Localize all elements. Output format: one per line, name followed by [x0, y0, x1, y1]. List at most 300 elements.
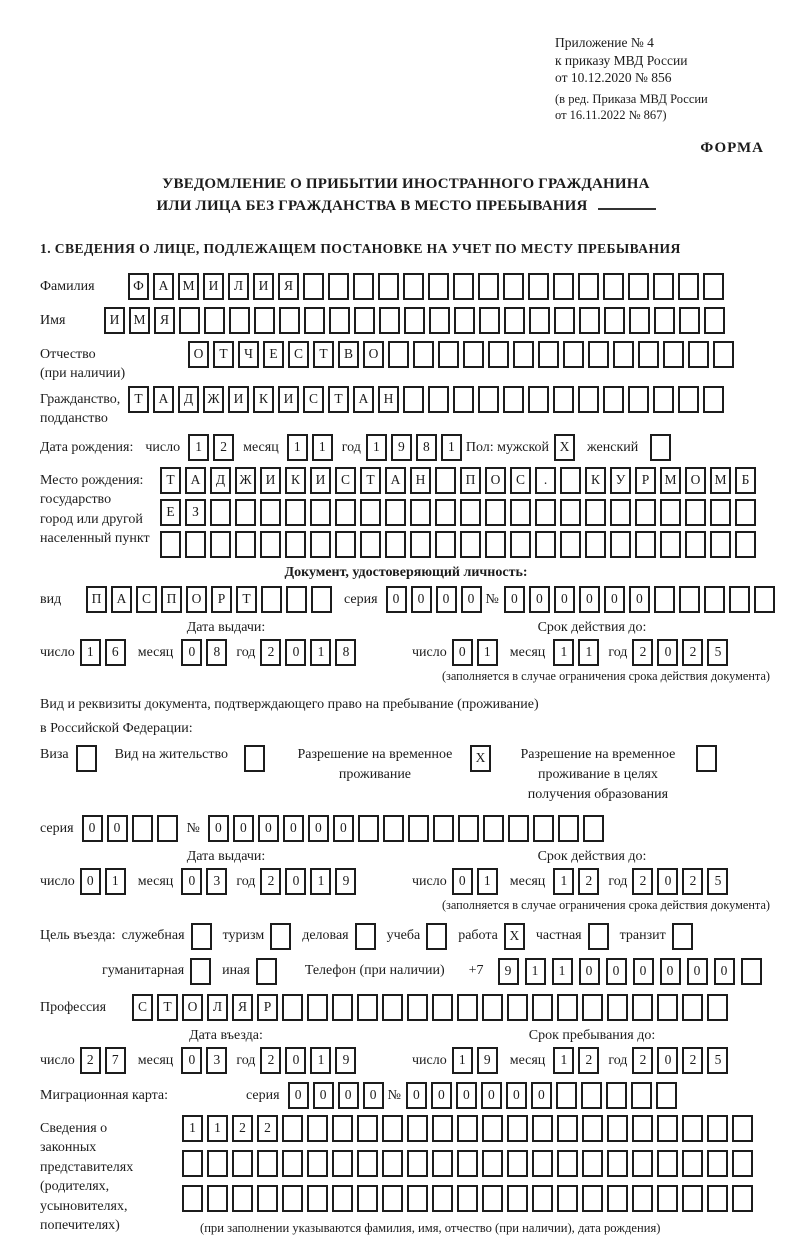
char-box[interactable]: 1	[477, 868, 498, 895]
char-box[interactable]	[704, 586, 725, 613]
char-box[interactable]: 1	[310, 1047, 331, 1074]
char-box[interactable]	[613, 341, 634, 368]
char-box[interactable]: 0	[657, 1047, 678, 1074]
char-box[interactable]: 0	[363, 1082, 384, 1109]
char-box[interactable]: 8	[416, 434, 437, 461]
char-box[interactable]	[528, 273, 549, 300]
char-box[interactable]	[632, 1150, 653, 1177]
char-box[interactable]: 8	[335, 639, 356, 666]
char-box[interactable]	[435, 499, 456, 526]
char-box[interactable]	[583, 815, 604, 842]
char-box[interactable]	[532, 994, 553, 1021]
char-box[interactable]	[407, 1115, 428, 1142]
char-box[interactable]	[260, 499, 281, 526]
char-box[interactable]	[460, 531, 481, 558]
char-box[interactable]: 0	[481, 1082, 502, 1109]
char-box[interactable]	[656, 1082, 677, 1109]
char-box[interactable]: И	[228, 386, 249, 413]
char-box[interactable]: 1	[207, 1115, 228, 1142]
char-box[interactable]	[553, 386, 574, 413]
purpose-transit-checkbox[interactable]	[672, 923, 693, 950]
char-box[interactable]	[503, 386, 524, 413]
char-box[interactable]: 8	[206, 639, 227, 666]
residence-permit-checkbox[interactable]	[244, 745, 265, 772]
char-box[interactable]	[507, 1115, 528, 1142]
char-box[interactable]: 0	[181, 639, 202, 666]
char-box[interactable]: П	[86, 586, 107, 613]
char-box[interactable]	[557, 1115, 578, 1142]
char-box[interactable]	[382, 1115, 403, 1142]
char-box[interactable]: Т	[328, 386, 349, 413]
char-box[interactable]: Т	[236, 586, 257, 613]
char-box[interactable]	[482, 1185, 503, 1212]
char-box[interactable]: Я	[278, 273, 299, 300]
char-box[interactable]: 0	[285, 868, 306, 895]
char-box[interactable]: А	[111, 586, 132, 613]
char-box[interactable]	[607, 994, 628, 1021]
char-box[interactable]: 1	[452, 1047, 473, 1074]
char-box[interactable]	[632, 1115, 653, 1142]
char-box[interactable]: 0	[629, 586, 650, 613]
char-box[interactable]: К	[585, 467, 606, 494]
char-box[interactable]	[557, 994, 578, 1021]
char-box[interactable]	[179, 307, 200, 334]
char-box[interactable]: О	[685, 467, 706, 494]
char-box[interactable]	[260, 531, 281, 558]
char-box[interactable]	[254, 307, 275, 334]
char-box[interactable]	[582, 994, 603, 1021]
char-box[interactable]	[707, 994, 728, 1021]
char-box[interactable]	[358, 815, 379, 842]
char-box[interactable]	[558, 815, 579, 842]
char-box[interactable]: 0	[208, 815, 229, 842]
char-box[interactable]	[707, 1185, 728, 1212]
char-box[interactable]	[407, 1150, 428, 1177]
char-box[interactable]	[360, 531, 381, 558]
char-box[interactable]	[679, 586, 700, 613]
char-box[interactable]: 3	[206, 1047, 227, 1074]
char-box[interactable]	[510, 531, 531, 558]
char-box[interactable]	[657, 1185, 678, 1212]
char-box[interactable]	[385, 531, 406, 558]
char-box[interactable]: Т	[157, 994, 178, 1021]
char-box[interactable]	[557, 1150, 578, 1177]
char-box[interactable]	[157, 815, 178, 842]
char-box[interactable]: 0	[504, 586, 525, 613]
char-box[interactable]: Д	[178, 386, 199, 413]
char-box[interactable]	[357, 1115, 378, 1142]
char-box[interactable]	[604, 307, 625, 334]
char-box[interactable]: 2	[260, 639, 281, 666]
char-box[interactable]: 1	[553, 639, 574, 666]
char-box[interactable]	[357, 1150, 378, 1177]
char-box[interactable]: Т	[128, 386, 149, 413]
char-box[interactable]: Н	[378, 386, 399, 413]
char-box[interactable]: 0	[456, 1082, 477, 1109]
char-box[interactable]: З	[185, 499, 206, 526]
char-box[interactable]: 0	[80, 868, 101, 895]
char-box[interactable]: М	[178, 273, 199, 300]
char-box[interactable]	[607, 1185, 628, 1212]
char-box[interactable]	[532, 1185, 553, 1212]
purpose-humanitarian-checkbox[interactable]	[190, 958, 211, 985]
char-box[interactable]	[610, 499, 631, 526]
char-box[interactable]	[379, 307, 400, 334]
char-box[interactable]	[279, 307, 300, 334]
char-box[interactable]	[310, 531, 331, 558]
char-box[interactable]	[538, 341, 559, 368]
char-box[interactable]: 0	[714, 958, 735, 985]
char-box[interactable]: 0	[529, 586, 550, 613]
char-box[interactable]	[560, 499, 581, 526]
char-box[interactable]: 2	[682, 1047, 703, 1074]
char-box[interactable]	[478, 386, 499, 413]
char-box[interactable]: 2	[682, 639, 703, 666]
char-box[interactable]: А	[153, 386, 174, 413]
char-box[interactable]	[458, 815, 479, 842]
char-box[interactable]: 1	[312, 434, 333, 461]
char-box[interactable]	[632, 994, 653, 1021]
char-box[interactable]	[185, 531, 206, 558]
char-box[interactable]	[257, 1150, 278, 1177]
purpose-tourism-checkbox[interactable]	[270, 923, 291, 950]
char-box[interactable]	[382, 1185, 403, 1212]
char-box[interactable]: 1	[188, 434, 209, 461]
char-box[interactable]: Ж	[235, 467, 256, 494]
char-box[interactable]	[582, 1150, 603, 1177]
char-box[interactable]: О	[188, 341, 209, 368]
char-box[interactable]	[457, 1185, 478, 1212]
char-box[interactable]	[682, 1150, 703, 1177]
char-box[interactable]	[454, 307, 475, 334]
char-box[interactable]: У	[610, 467, 631, 494]
char-box[interactable]	[403, 273, 424, 300]
char-box[interactable]	[528, 386, 549, 413]
char-box[interactable]	[463, 341, 484, 368]
char-box[interactable]	[678, 386, 699, 413]
char-box[interactable]	[554, 307, 575, 334]
char-box[interactable]	[707, 1150, 728, 1177]
char-box[interactable]: 2	[682, 868, 703, 895]
char-box[interactable]	[635, 499, 656, 526]
char-box[interactable]: 2	[578, 868, 599, 895]
char-box[interactable]: С	[132, 994, 153, 1021]
char-box[interactable]: 2	[632, 868, 653, 895]
char-box[interactable]: Ж	[203, 386, 224, 413]
char-box[interactable]	[732, 1150, 753, 1177]
char-box[interactable]	[282, 994, 303, 1021]
char-box[interactable]: Т	[313, 341, 334, 368]
char-box[interactable]: И	[203, 273, 224, 300]
char-box[interactable]	[632, 1185, 653, 1212]
char-box[interactable]	[232, 1185, 253, 1212]
char-box[interactable]	[560, 531, 581, 558]
char-box[interactable]	[435, 467, 456, 494]
char-box[interactable]: 1	[441, 434, 462, 461]
char-box[interactable]: О	[186, 586, 207, 613]
char-box[interactable]: С	[288, 341, 309, 368]
char-box[interactable]	[410, 531, 431, 558]
char-box[interactable]	[535, 499, 556, 526]
char-box[interactable]: 0	[461, 586, 482, 613]
char-box[interactable]: .	[535, 467, 556, 494]
char-box[interactable]: 0	[181, 1047, 202, 1074]
char-box[interactable]: 0	[633, 958, 654, 985]
char-box[interactable]: 0	[233, 815, 254, 842]
char-box[interactable]: В	[338, 341, 359, 368]
char-box[interactable]	[729, 586, 750, 613]
char-box[interactable]: 0	[406, 1082, 427, 1109]
char-box[interactable]: Б	[735, 467, 756, 494]
char-box[interactable]	[378, 273, 399, 300]
char-box[interactable]	[688, 341, 709, 368]
char-box[interactable]	[407, 994, 428, 1021]
char-box[interactable]	[360, 499, 381, 526]
char-box[interactable]: А	[185, 467, 206, 494]
char-box[interactable]	[235, 531, 256, 558]
char-box[interactable]: 5	[707, 1047, 728, 1074]
char-box[interactable]	[482, 994, 503, 1021]
char-box[interactable]: 9	[335, 1047, 356, 1074]
char-box[interactable]: 0	[531, 1082, 552, 1109]
char-box[interactable]	[679, 307, 700, 334]
char-box[interactable]: 2	[260, 868, 281, 895]
char-box[interactable]	[413, 341, 434, 368]
char-box[interactable]: И	[310, 467, 331, 494]
char-box[interactable]: К	[253, 386, 274, 413]
char-box[interactable]	[628, 386, 649, 413]
char-box[interactable]	[432, 1115, 453, 1142]
char-box[interactable]	[310, 499, 331, 526]
char-box[interactable]	[478, 273, 499, 300]
char-box[interactable]	[235, 499, 256, 526]
purpose-study-checkbox[interactable]	[426, 923, 447, 950]
char-box[interactable]: 0	[333, 815, 354, 842]
char-box[interactable]: 0	[452, 639, 473, 666]
char-box[interactable]: 1	[80, 639, 101, 666]
char-box[interactable]: О	[485, 467, 506, 494]
char-box[interactable]	[182, 1150, 203, 1177]
char-box[interactable]	[504, 307, 525, 334]
char-box[interactable]	[285, 499, 306, 526]
purpose-official-checkbox[interactable]	[191, 923, 212, 950]
char-box[interactable]	[710, 499, 731, 526]
char-box[interactable]	[557, 1185, 578, 1212]
char-box[interactable]	[403, 386, 424, 413]
char-box[interactable]	[332, 1115, 353, 1142]
char-box[interactable]	[432, 994, 453, 1021]
char-box[interactable]: О	[182, 994, 203, 1021]
char-box[interactable]: 0	[579, 958, 600, 985]
char-box[interactable]	[685, 499, 706, 526]
char-box[interactable]	[607, 1150, 628, 1177]
char-box[interactable]	[588, 341, 609, 368]
char-box[interactable]	[535, 531, 556, 558]
char-box[interactable]: 0	[687, 958, 708, 985]
char-box[interactable]	[257, 1185, 278, 1212]
char-box[interactable]	[638, 341, 659, 368]
char-box[interactable]	[704, 307, 725, 334]
char-box[interactable]: П	[161, 586, 182, 613]
char-box[interactable]	[553, 273, 574, 300]
char-box[interactable]: 2	[632, 1047, 653, 1074]
char-box[interactable]: 2	[578, 1047, 599, 1074]
char-box[interactable]	[307, 994, 328, 1021]
char-box[interactable]	[585, 531, 606, 558]
char-box[interactable]: 0	[554, 586, 575, 613]
char-box[interactable]: 0	[660, 958, 681, 985]
char-box[interactable]: 9	[391, 434, 412, 461]
temp-residence-education-checkbox[interactable]	[696, 745, 717, 772]
char-box[interactable]	[457, 994, 478, 1021]
char-box[interactable]: 0	[657, 639, 678, 666]
char-box[interactable]	[735, 531, 756, 558]
char-box[interactable]	[407, 1185, 428, 1212]
char-box[interactable]	[307, 1185, 328, 1212]
char-box[interactable]	[660, 499, 681, 526]
char-box[interactable]: К	[285, 467, 306, 494]
char-box[interactable]	[657, 1150, 678, 1177]
char-box[interactable]	[429, 307, 450, 334]
char-box[interactable]	[607, 1115, 628, 1142]
char-box[interactable]	[328, 273, 349, 300]
char-box[interactable]	[479, 307, 500, 334]
char-box[interactable]	[485, 531, 506, 558]
char-box[interactable]	[329, 307, 350, 334]
char-box[interactable]	[603, 273, 624, 300]
purpose-work-checkbox[interactable]: X	[504, 923, 525, 950]
male-checkbox[interactable]: X	[554, 434, 575, 461]
char-box[interactable]: Е	[160, 499, 181, 526]
char-box[interactable]	[533, 815, 554, 842]
char-box[interactable]	[357, 994, 378, 1021]
char-box[interactable]: 0	[604, 586, 625, 613]
char-box[interactable]: А	[153, 273, 174, 300]
char-box[interactable]	[741, 958, 762, 985]
char-box[interactable]	[635, 531, 656, 558]
char-box[interactable]: 3	[206, 868, 227, 895]
char-box[interactable]	[438, 341, 459, 368]
char-box[interactable]	[579, 307, 600, 334]
char-box[interactable]	[182, 1185, 203, 1212]
char-box[interactable]: 0	[308, 815, 329, 842]
char-box[interactable]: 0	[606, 958, 627, 985]
visa-checkbox[interactable]	[76, 745, 97, 772]
char-box[interactable]	[488, 341, 509, 368]
char-box[interactable]: Ф	[128, 273, 149, 300]
purpose-other-checkbox[interactable]	[256, 958, 277, 985]
char-box[interactable]	[385, 499, 406, 526]
char-box[interactable]: 9	[498, 958, 519, 985]
char-box[interactable]	[229, 307, 250, 334]
char-box[interactable]	[682, 994, 703, 1021]
char-box[interactable]	[232, 1150, 253, 1177]
char-box[interactable]: 5	[707, 868, 728, 895]
char-box[interactable]	[311, 586, 332, 613]
char-box[interactable]	[578, 386, 599, 413]
char-box[interactable]	[529, 307, 550, 334]
char-box[interactable]: Р	[211, 586, 232, 613]
char-box[interactable]	[628, 273, 649, 300]
char-box[interactable]	[432, 1185, 453, 1212]
char-box[interactable]: 0	[285, 639, 306, 666]
char-box[interactable]	[382, 994, 403, 1021]
char-box[interactable]	[556, 1082, 577, 1109]
char-box[interactable]: 0	[258, 815, 279, 842]
char-box[interactable]: 0	[285, 1047, 306, 1074]
char-box[interactable]	[457, 1150, 478, 1177]
char-box[interactable]: И	[260, 467, 281, 494]
char-box[interactable]: 2	[232, 1115, 253, 1142]
char-box[interactable]	[507, 1185, 528, 1212]
char-box[interactable]	[563, 341, 584, 368]
char-box[interactable]: 1	[578, 639, 599, 666]
char-box[interactable]	[382, 1150, 403, 1177]
char-box[interactable]	[410, 499, 431, 526]
char-box[interactable]	[357, 1185, 378, 1212]
char-box[interactable]	[335, 531, 356, 558]
char-box[interactable]: 1	[105, 868, 126, 895]
char-box[interactable]	[606, 1082, 627, 1109]
char-box[interactable]	[532, 1115, 553, 1142]
char-box[interactable]	[532, 1150, 553, 1177]
char-box[interactable]: 1	[287, 434, 308, 461]
char-box[interactable]: 0	[338, 1082, 359, 1109]
char-box[interactable]: Т	[360, 467, 381, 494]
char-box[interactable]: 7	[105, 1047, 126, 1074]
char-box[interactable]	[682, 1115, 703, 1142]
char-box[interactable]	[682, 1185, 703, 1212]
char-box[interactable]	[332, 994, 353, 1021]
char-box[interactable]: 0	[82, 815, 103, 842]
char-box[interactable]: 0	[411, 586, 432, 613]
char-box[interactable]	[485, 499, 506, 526]
char-box[interactable]	[703, 273, 724, 300]
char-box[interactable]	[508, 815, 529, 842]
char-box[interactable]	[710, 531, 731, 558]
char-box[interactable]	[657, 1115, 678, 1142]
char-box[interactable]: Т	[160, 467, 181, 494]
char-box[interactable]: С	[510, 467, 531, 494]
char-box[interactable]: 0	[288, 1082, 309, 1109]
char-box[interactable]	[453, 273, 474, 300]
char-box[interactable]	[433, 815, 454, 842]
char-box[interactable]: М	[660, 467, 681, 494]
char-box[interactable]	[603, 386, 624, 413]
char-box[interactable]	[735, 499, 756, 526]
char-box[interactable]	[132, 815, 153, 842]
char-box[interactable]: С	[303, 386, 324, 413]
char-box[interactable]	[453, 386, 474, 413]
char-box[interactable]: Л	[228, 273, 249, 300]
char-box[interactable]	[483, 815, 504, 842]
char-box[interactable]	[560, 467, 581, 494]
char-box[interactable]	[732, 1115, 753, 1142]
char-box[interactable]	[307, 1115, 328, 1142]
char-box[interactable]	[585, 499, 606, 526]
char-box[interactable]	[304, 307, 325, 334]
char-box[interactable]: 1	[477, 639, 498, 666]
char-box[interactable]	[307, 1150, 328, 1177]
char-box[interactable]: 0	[579, 586, 600, 613]
char-box[interactable]: 0	[506, 1082, 527, 1109]
char-box[interactable]: 2	[632, 639, 653, 666]
char-box[interactable]	[383, 815, 404, 842]
char-box[interactable]	[428, 386, 449, 413]
char-box[interactable]: 0	[107, 815, 128, 842]
char-box[interactable]: О	[363, 341, 384, 368]
char-box[interactable]	[210, 531, 231, 558]
